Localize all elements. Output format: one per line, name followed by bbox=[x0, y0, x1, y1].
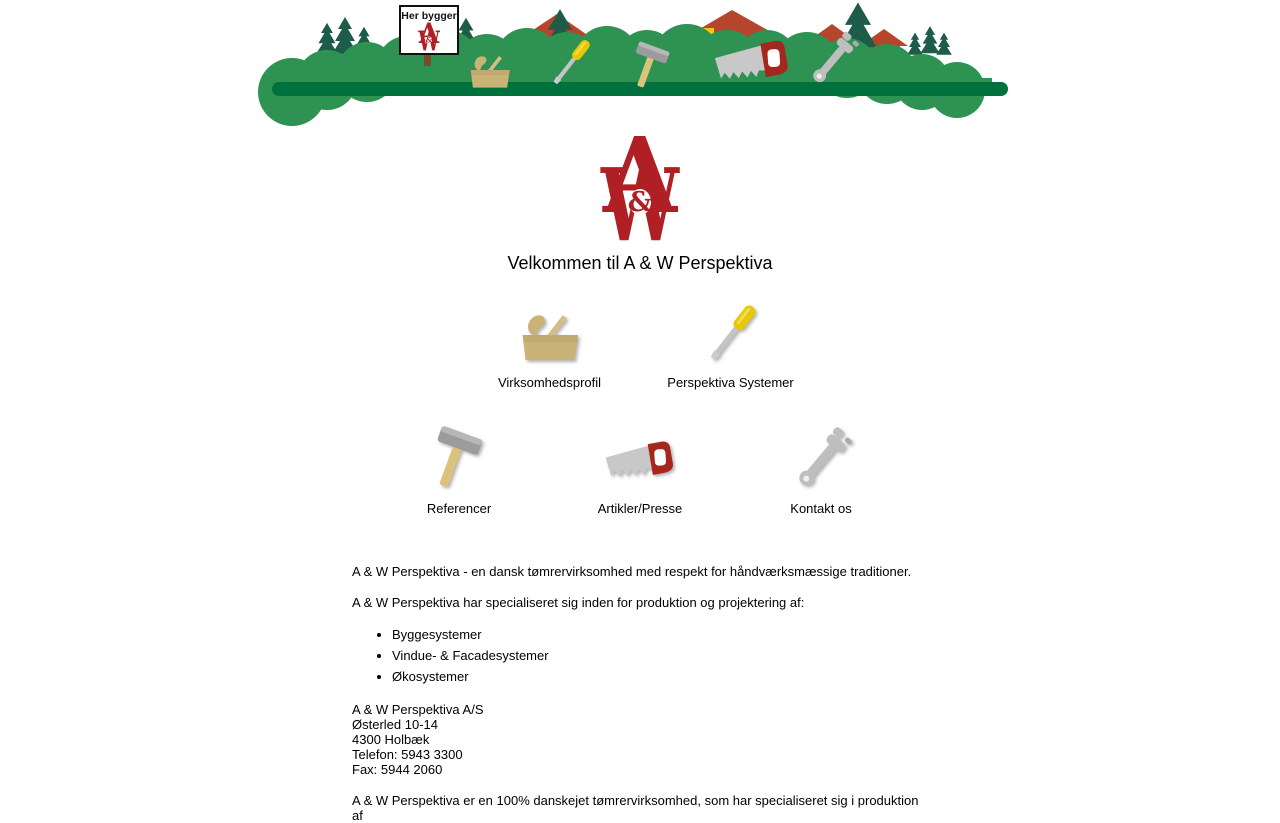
company-address-block bbox=[352, 702, 928, 777]
phone-line: Telefon: 5943 3300 bbox=[352, 747, 463, 762]
nav-item-perspektiva-systemer[interactable] bbox=[640, 296, 821, 392]
nav-row-2 bbox=[0, 422, 1280, 518]
intro-paragraph-1: A & W Perspektiva - en dansk tømrervirksomhed med respekt for håndværksmæssige traditioner. bbox=[352, 564, 912, 579]
street-address: Østerled 10-14 bbox=[352, 717, 438, 732]
nav-item-kontakt-os[interactable] bbox=[731, 422, 912, 518]
nav-row-1 bbox=[0, 296, 1280, 392]
nav-item-label: Kontakt os bbox=[790, 501, 852, 516]
intro-paragraph-2: A & W Perspektiva har specialiseret sig inden for produktion og projektering af: bbox=[352, 595, 805, 610]
nav-item-artikler-presse[interactable] bbox=[550, 422, 731, 518]
sign-text: Her bygger bbox=[401, 10, 457, 22]
banner-scene bbox=[272, 0, 1008, 96]
specialties-list bbox=[352, 626, 928, 686]
list-item: • Økosystemer bbox=[392, 668, 928, 686]
aw-brand-logo bbox=[600, 136, 680, 242]
nav-item-virksomhedsprofil[interactable] bbox=[459, 296, 640, 392]
fax-line: Fax: 5944 2060 bbox=[352, 762, 443, 777]
wrench-icon bbox=[731, 422, 912, 500]
saw-icon bbox=[550, 422, 731, 500]
list-item: • Byggesystemer bbox=[392, 626, 928, 644]
nav-item-referencer[interactable] bbox=[369, 422, 550, 518]
nav-item-label: Referencer bbox=[426, 501, 492, 516]
city-address: 4300 Holbæk bbox=[352, 732, 430, 747]
outro-paragraph: A & W Perspektiva er en 100% danskejet tømrervirksomhed, som har specialiseret sig i produktion af bbox=[352, 793, 919, 823]
list-item: • Vindue- & Facadesystemer bbox=[392, 647, 928, 665]
screwdriver-icon bbox=[640, 296, 821, 374]
plane-icon bbox=[459, 296, 640, 374]
nav-item-label: Artikler/Presse bbox=[597, 501, 683, 516]
company-name: A & W Perspektiva A/S bbox=[352, 702, 484, 717]
main-content bbox=[352, 564, 928, 823]
page-title: Velkommen til A & W Perspektiva bbox=[507, 253, 773, 273]
header-banner-illustration bbox=[272, 0, 1008, 96]
nav-item-label: Perspektiva Systemer bbox=[667, 375, 794, 390]
nav-item-label: Virksomhedsprofil bbox=[497, 375, 602, 390]
hammer-icon bbox=[369, 422, 550, 500]
